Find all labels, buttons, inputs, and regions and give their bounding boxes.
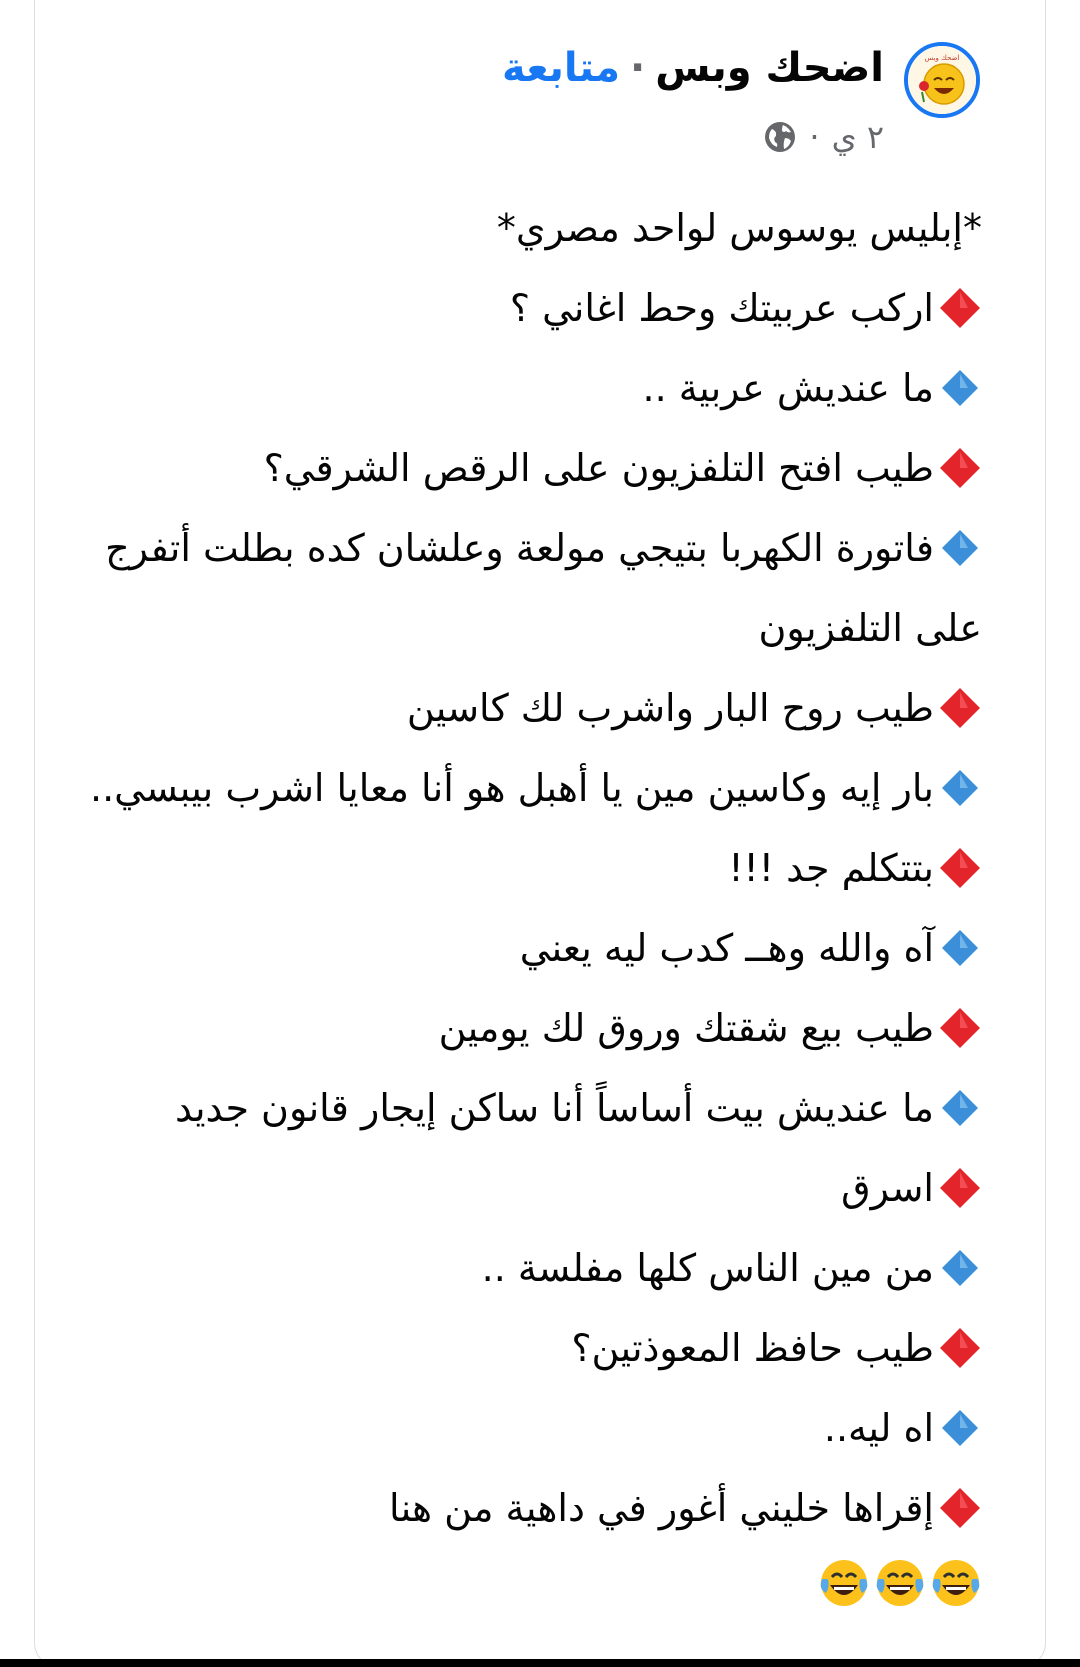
face-with-tears-of-joy-icon bbox=[874, 1557, 926, 1609]
post-line-text: بتتكلم جد !!! bbox=[728, 846, 934, 890]
face-with-tears-of-joy-icon bbox=[930, 1557, 982, 1609]
time-separator: · bbox=[809, 118, 820, 156]
red-diamond-icon bbox=[938, 286, 982, 330]
post-line bbox=[102, 1228, 982, 1308]
post-body bbox=[90, 188, 982, 1618]
post-line bbox=[102, 1468, 982, 1548]
follow-button[interactable]: متابعة bbox=[502, 45, 620, 91]
svg-text:اضحك وبس: اضحك وبس bbox=[924, 54, 960, 62]
blue-diamond-icon bbox=[938, 1086, 982, 1130]
post-line bbox=[102, 348, 982, 428]
post-line-text: *إبليس يوسوس لواحد مصري* bbox=[496, 206, 982, 250]
header-title-row bbox=[502, 38, 884, 98]
face-with-tears-of-joy-icon bbox=[818, 1557, 870, 1609]
post-time[interactable]: ٢ ي bbox=[831, 118, 884, 156]
post-line bbox=[102, 428, 982, 508]
post-line bbox=[102, 1388, 982, 1468]
name-separator: · bbox=[630, 45, 646, 91]
post-line bbox=[102, 1148, 982, 1228]
post-header bbox=[80, 20, 980, 170]
post-line bbox=[102, 1308, 982, 1388]
post-line-text: طيب حافظ المعوذتين؟ bbox=[571, 1326, 934, 1370]
bottom-bar bbox=[0, 1659, 1080, 1667]
blue-diamond-icon bbox=[938, 366, 982, 410]
post-line-text: ما عنديش عربية .. bbox=[642, 366, 934, 410]
red-diamond-icon bbox=[938, 1006, 982, 1050]
post-line-text: على التلفزيون bbox=[758, 606, 982, 650]
blue-diamond-icon bbox=[938, 926, 982, 970]
post-line-text: طيب بيع شقتك وروق لك يومين bbox=[438, 1006, 934, 1050]
post-line-text: آه والله وهــ كدب ليه يعني bbox=[519, 926, 934, 970]
post-line-text: طيب افتح التلفزيون على الرقص الشرقي؟ bbox=[263, 446, 934, 490]
post-meta bbox=[763, 112, 884, 162]
post-line-text: بار إيه وكاسين مين يا أهبل هو أنا معايا اشرب بيبسي.. bbox=[90, 766, 934, 810]
post-line bbox=[102, 268, 982, 348]
blue-diamond-icon bbox=[938, 1246, 982, 1290]
post-line-text: إقراها خليني أغور في داهية من هنا bbox=[389, 1486, 934, 1530]
post-line-text: فاتورة الكهربا بتيجي مولعة وعلشان كده بطلت أتفرج bbox=[105, 526, 934, 570]
post-line-text: طيب روح البار واشرب لك كاسين bbox=[406, 686, 934, 730]
post-line bbox=[102, 908, 982, 988]
post-line bbox=[90, 748, 982, 828]
red-diamond-icon bbox=[938, 1486, 982, 1530]
post-line-text: اه ليه.. bbox=[823, 1406, 934, 1450]
post-line bbox=[102, 188, 982, 268]
page-avatar[interactable] bbox=[904, 42, 980, 118]
globe-icon[interactable] bbox=[763, 120, 797, 154]
post-line bbox=[102, 508, 982, 588]
red-diamond-icon bbox=[938, 686, 982, 730]
red-diamond-icon bbox=[938, 1326, 982, 1370]
red-diamond-icon bbox=[938, 846, 982, 890]
post-line-text: ما عنديش بيت أساساً أنا ساكن إيجار قانون جديد bbox=[175, 1086, 934, 1130]
post-line bbox=[102, 588, 982, 668]
blue-diamond-icon bbox=[938, 526, 982, 570]
laughing-face-icon bbox=[908, 46, 976, 114]
blue-diamond-icon bbox=[938, 766, 982, 810]
blue-diamond-icon bbox=[938, 1406, 982, 1450]
page-name[interactable]: اضحك وبس bbox=[655, 45, 884, 91]
post-line bbox=[102, 1068, 982, 1148]
post-line-text: من مين الناس كلها مفلسة .. bbox=[481, 1246, 934, 1290]
red-diamond-icon bbox=[938, 446, 982, 490]
post-line-text: اسرق bbox=[841, 1166, 934, 1210]
emoji-row bbox=[102, 1548, 982, 1618]
post-line bbox=[102, 668, 982, 748]
red-diamond-icon bbox=[938, 1166, 982, 1210]
post-line bbox=[102, 988, 982, 1068]
post-line-text: اركب عربيتك وحط اغاني ؟ bbox=[509, 286, 934, 330]
post-line bbox=[102, 828, 982, 908]
